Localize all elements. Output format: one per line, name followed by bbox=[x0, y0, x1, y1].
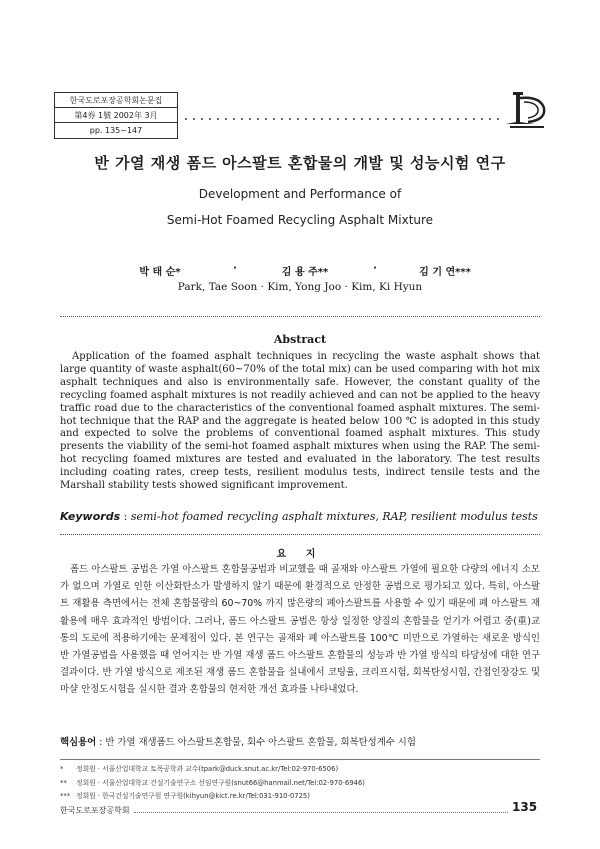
author-separator: · bbox=[233, 263, 237, 274]
divider-top bbox=[60, 316, 540, 318]
authors-english bbox=[0, 281, 600, 293]
footnote-mark: *** bbox=[60, 792, 71, 800]
journal-name: 한국도로포장공학회논문집 bbox=[55, 93, 177, 108]
abstract-body: Application of the foamed asphalt techniques in recycling the waste asphalt shows that large quantity of waste asphalt(60~70% of the total mix) can be used comparing with hot mix asphalt techniques and also is environmentally safe. However, the constant quality of the recycling foamed asphalt mixtures is not readily achieved and can not be applied to the heavy traffic road due to the characteristics of the conventional foamed asphalt mixtures. The semi-hot technique that the RAP and the aggregate is heated below 100 ℃ is adopted in this study and expected to solve the problems of conventional foamed asphalt mixtures. This study presents the viability of the semi-hot foamed asphalt mixtures when using the RAP. The semi-hot recycling foamed mixtures are tested and evaluated in the laboratory. The test results including coating rates, creep tests, resilient modulus tests, indirect tensile tests and the Marshall stability tests showed significant improvement. bbox=[60, 351, 540, 492]
abstract-heading: Abstract bbox=[273, 333, 327, 346]
footer-society-name: 한국도로포장공학회 bbox=[60, 806, 130, 815]
society-logo-icon bbox=[504, 90, 550, 130]
footnote-2 bbox=[60, 777, 540, 791]
author-2-english: Kim, Yong Joo bbox=[267, 281, 342, 293]
paper-title-english-line2: Semi-Hot Foamed Recycling Asphalt Mixture bbox=[166, 213, 434, 227]
core-terms-text: 반 가열 재생폼드 아스팔트혼합물, 회수 아스팔트 혼합물, 회복탄성계수 시험 bbox=[105, 737, 416, 748]
authors-korean bbox=[0, 263, 600, 278]
journal-volume-issue: 第4券 1號 2002年 3月 bbox=[55, 108, 177, 123]
core-terms-separator: : bbox=[96, 737, 106, 748]
author-1-korean: 박 태 순* bbox=[139, 267, 181, 278]
author-2-korean: 김 용 주** bbox=[281, 267, 329, 278]
paper-title-korean: 반 가열 재생 폼드 아스팔트 혼합물의 개발 및 성능시험 연구 bbox=[94, 154, 506, 172]
keywords-separator: : bbox=[120, 510, 131, 523]
paper-title-english-line1: Development and Performance of bbox=[198, 187, 402, 201]
footnote-text: 정회원 · 서울산업대학교 건설기술연구소 선임연구원(snut66@hanmail.net/Tel:02-970-6946) bbox=[76, 778, 365, 787]
page-number: 135 bbox=[512, 800, 538, 814]
author-separator: · bbox=[341, 281, 352, 293]
footnote-mark: ** bbox=[60, 778, 67, 787]
footnote-mark: * bbox=[60, 765, 64, 773]
footnotes bbox=[60, 763, 540, 804]
author-3-korean: 김 기 연*** bbox=[419, 267, 471, 278]
author-1-english: Park, Tae Soon bbox=[177, 281, 258, 293]
author-3-english: Kim, Ki Hyun bbox=[351, 281, 423, 293]
korean-abstract-heading: 요 지 bbox=[276, 549, 324, 560]
keywords-label: Keywords bbox=[60, 510, 121, 523]
footnote-3 bbox=[60, 790, 540, 804]
footnote-text: 정회원 · 서울산업대학교 토목공학과 교수(tpark@duck.snut.ac.kr/Tel:02-970-6506) bbox=[76, 765, 339, 773]
footnote-1 bbox=[60, 763, 540, 777]
journal-info-box bbox=[54, 92, 178, 139]
keywords-text: semi-hot foamed recycling asphalt mixtures, RAP, resilient modulus tests bbox=[130, 510, 538, 523]
divider-middle bbox=[60, 534, 540, 536]
footnote-divider bbox=[60, 759, 540, 760]
footnote-text: 정회원 · 한국건설기술연구원 연구원(kihyun@kict.re.kr/Tel:031-910-0725) bbox=[76, 792, 310, 800]
korean-abstract-body: 폼드 아스팔트 공법은 가열 아스팔트 혼합물공법과 비교했을 때 골재와 아스팔트 가열에 필요한 다량의 에너지 소모가 없으며 가열로 인한 이산화탄소가 발생하지 않기 때문에 환경적으로 안정한 공법으로 평가되고 있다. 특히, 아스팔트 재활용 측면에서는 전체 혼합물량의 60~70% 까지 많은량의 폐아스팔트를 사용할 수 있기 때문에 폐 아스팔트 재활용에 매우 효과적인 방법이다. 그러나, 폼드 아스팔트 공법은 항상 일정한 양질의 혼합물을 얻기가 어렵고 중(重)교통의 도로에 적용하기에는 문제점이 있다. 본 연구는 골재와 폐 아스팔트를 100℃ 미만으로 가열하는 새로운 방식인 반 가열공법을 사용했을 때 얻어지는 반 가열 재생 폼드 아스팔트 혼합물의 성능과 반 가열 방식의 타당성에 대한 연구결과이다. 반 가열 방식으로 제조된 재생 폼드 혼합물을 실내에서 코팅율, 크리프시험, 회복탄성시험, 간접인장강도 및 마샬 안정도시험을 실시한 결과 혼합물의 현저한 개선 효과를 나타내었다. bbox=[60, 564, 540, 696]
author-separator: · bbox=[257, 281, 268, 293]
core-terms-label: 핵심용어 bbox=[60, 737, 97, 748]
journal-pages: pp. 135~147 bbox=[89, 126, 143, 135]
keywords-line bbox=[60, 510, 540, 523]
footer-dotted-line bbox=[134, 812, 508, 813]
header-dotted-line bbox=[182, 117, 500, 121]
author-separator: · bbox=[373, 263, 377, 274]
core-terms-line bbox=[60, 734, 540, 748]
